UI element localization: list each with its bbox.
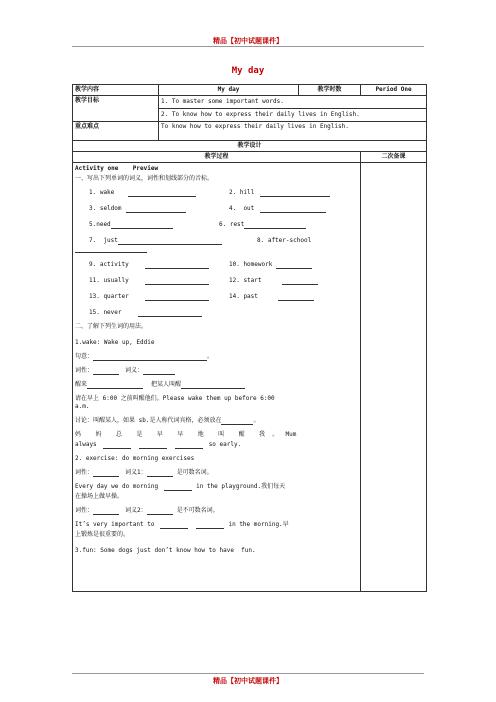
blank-line [126, 206, 186, 213]
prep-label: 二次备课 [361, 152, 427, 163]
blank-line [103, 442, 131, 449]
lesson-plan-table [72, 84, 427, 592]
design-label: 教学设计 [73, 141, 427, 152]
blank-line [145, 262, 209, 269]
word-item-blank [75, 245, 147, 253]
word-item: 3. seldom [89, 205, 186, 213]
blank-line [260, 206, 326, 213]
example-2-translation: 在操场上做早操。 [75, 493, 124, 500]
example-2-sentence: Every day we do morning in the playground.我们每天 [75, 483, 286, 490]
prep-column [361, 163, 427, 592]
blank-line [111, 222, 173, 229]
word-item: 7. just [89, 237, 222, 245]
blank-line [139, 442, 167, 449]
blank-line [196, 522, 224, 529]
blank-line [282, 278, 318, 285]
word-item: 1. wake [89, 189, 196, 197]
word-item: 9. activity [89, 261, 209, 269]
content-label: 教学内容 [73, 85, 159, 96]
page-header: 精品【初中试题课件】 [213, 37, 283, 45]
example-1-sentence-cont: a.m. [75, 403, 90, 410]
blank-line [143, 368, 175, 375]
blank-line [181, 382, 245, 389]
example-1-fill: always so early. [75, 441, 242, 448]
example-2: 2. exercise: do morning exercises [75, 455, 195, 462]
header-divider [72, 46, 424, 47]
word-item: 11. usually [89, 277, 209, 285]
blank-line [118, 238, 222, 245]
goal-2: 2. To know how to express their daily lives in English. [159, 109, 427, 122]
blank-line [145, 278, 209, 285]
word-item: 4. out [229, 205, 326, 213]
footer-divider [72, 673, 424, 674]
key-label: 重点难点 [73, 122, 159, 141]
hours-label: 教学时数 [299, 85, 361, 96]
content-value: My day [159, 85, 299, 96]
example-2-translation-2: 上锻炼是很重要的。 [75, 531, 130, 538]
blank-line [93, 354, 207, 361]
blank-line [138, 310, 202, 317]
blank-line [175, 442, 203, 449]
example-1-discussion: 讨论：叫醒某人，如果 sb.是人称代词宾格，必须放在 。 [75, 417, 260, 424]
hours-value: Period One [361, 85, 427, 96]
word-item: 14. past [229, 293, 314, 301]
example-2-sentence-2: It’s very important to in the morning.早 [75, 521, 289, 528]
blank-line [276, 262, 312, 269]
example-1-pos: 词性： 词义： [75, 367, 175, 375]
process-body [73, 163, 361, 592]
blank-line [147, 508, 173, 515]
example-1-translate: 妈 妈 总 是 早 早 地 叫 醒 我 。 Mum [75, 431, 297, 438]
blank-line [278, 294, 314, 301]
page-title: My day [231, 66, 265, 76]
blank-line [87, 382, 143, 389]
blank-line [244, 222, 306, 229]
word-item: 13. quarter [89, 293, 209, 301]
section-1-heading: 一、写出下列单词的词义，词性和划线部分的音标。 [75, 175, 214, 182]
example-2-pos: 词性： 词义1： 是可数名词。 [75, 469, 213, 476]
goal-1: 1. To master some important words. [159, 96, 427, 109]
blank-line [147, 470, 173, 477]
example-1-sentence: 请在早上 6:00 之前叫醒他们。Please wake them up before 6:00 [75, 395, 275, 402]
blank-line [160, 522, 188, 529]
blank-line [93, 508, 119, 515]
section-2-heading: 二、了解下列生词的用法。 [75, 323, 148, 330]
page-footer: 精品【初中试题课件】 [213, 677, 283, 685]
key-value: To know how to express their daily lives in English. [159, 122, 427, 141]
blank-line [93, 368, 119, 375]
blank-line [93, 470, 119, 477]
blank-line [145, 294, 209, 301]
process-label: 教学过程 [73, 152, 361, 163]
word-item: 5.need [89, 221, 173, 229]
blank-line [221, 418, 253, 425]
word-item: 15. never [89, 309, 202, 317]
word-item: 8. after-school [257, 237, 312, 244]
example-1: 1.wake: Wake up, Eddie [75, 339, 155, 346]
activity-heading: Activity one Preview [75, 165, 159, 172]
blank-line [128, 190, 196, 197]
blank-line [260, 190, 330, 197]
word-item: 12. start [229, 277, 318, 285]
example-1-phrases: 醒来 把某人叫醒 [75, 381, 245, 389]
example-2-pos-2: 词性： 词义2： 是不可数名词。 [75, 507, 219, 514]
goals-label: 教学目标 [73, 96, 159, 122]
example-3: 3.fun: Some dogs just don’t know how to have fun. [75, 547, 256, 554]
word-item: 2. hill [229, 189, 330, 197]
word-item: 6. rest [219, 221, 306, 229]
word-item: 10. homework [229, 261, 312, 269]
blank-line [75, 246, 147, 253]
blank-line [164, 484, 192, 491]
example-1-meaning: 句意： 。 [75, 353, 214, 360]
